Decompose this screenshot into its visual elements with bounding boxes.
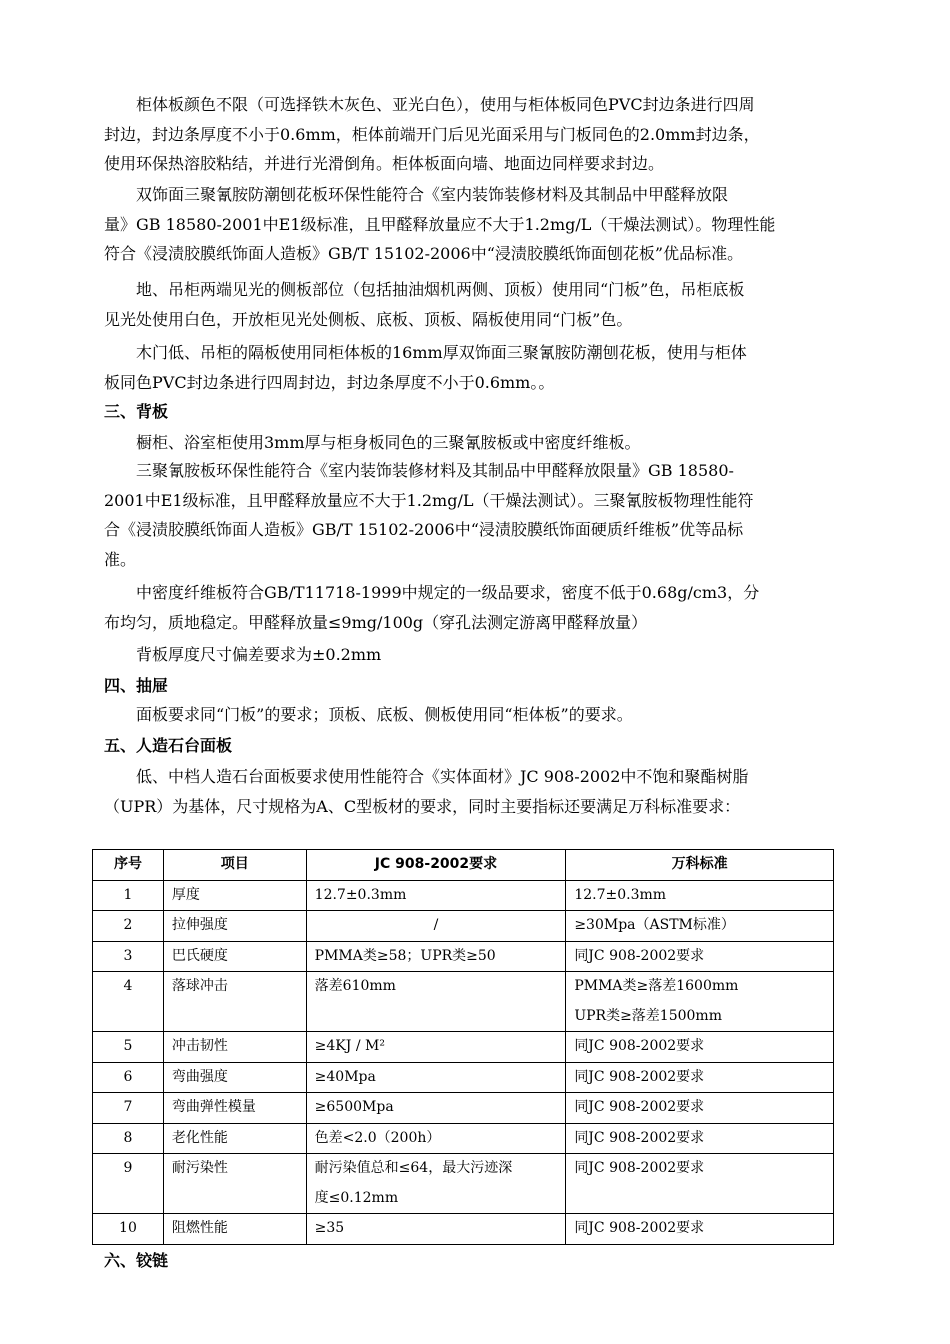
header-cell-item: 项目 <box>163 850 306 881</box>
cell-no: 2 <box>93 911 164 942</box>
text-line: 低、中档人造石台面板要求使用性能符合《实体面材》JC 908-2002中不饱和聚酯树脂 <box>104 767 749 786</box>
table-row <box>93 941 834 972</box>
text-line: 量》GB 18580-2001中E1级标准，且甲醛释放量应不大于1.2mg/L（干燥法测试）。物理性能 <box>104 214 776 234</box>
cell-jc: ≥4KJ / M² <box>306 1032 566 1063</box>
cell-vanke <box>566 972 834 1032</box>
text-line: 面板要求同“门板”的要求；顶板、底板、侧板使用同“柜体板”的要求。 <box>104 705 633 724</box>
cell-item: 弯曲弹性模量 <box>163 1093 306 1124</box>
cell-item: 阻燃性能 <box>163 1214 306 1245</box>
table-row <box>93 1214 834 1245</box>
paragraph-drawer-requirements <box>104 700 849 730</box>
cell-line: PMMA类≥落差1600mm <box>574 978 739 994</box>
text-line: 2001中E1级标准，且甲醛释放量应不大于1.2mg/L（干燥法测试）。三聚氰胺板物理性能符 <box>104 490 754 510</box>
cell-jc: 色差<2.0（200h） <box>306 1123 566 1154</box>
paragraph-shelf-boards <box>104 338 849 397</box>
text-line: 木门低、吊柜的隔板使用同柜体板的16mm厚双饰面三聚氰胺防潮刨花板，使用与柜体 <box>104 343 747 362</box>
text-line: 布均匀，质地稳定。甲醛释放量≤9mg/100g（穿孔法测定游离甲醛释放量） <box>104 612 648 632</box>
cell-jc: ≥6500Mpa <box>306 1093 566 1124</box>
paragraph-side-panels <box>104 275 849 334</box>
cell-vanke: 同JC 908-2002要求 <box>566 1214 834 1245</box>
cell-item: 耐污染性 <box>163 1154 306 1214</box>
paragraph-melamine-standard <box>104 456 849 574</box>
text-line: 封边，封边条厚度不小于0.6mm，柜体前端开门后见光面采用与门板同色的2.0mm封边条， <box>104 124 760 144</box>
cell-line: 耐污染值总和≤64，最大污迹深 <box>314 1160 513 1176</box>
paragraph-particleboard-standard <box>104 180 849 269</box>
table-header-row <box>93 850 834 881</box>
cell-item: 拉伸强度 <box>163 911 306 942</box>
cell-no: 3 <box>93 941 164 972</box>
text-line: 橱柜、浴室柜使用3mm厚与柜身板同色的三聚氰胺板或中密度纤维板。 <box>104 433 641 452</box>
cell-no: 9 <box>93 1154 164 1214</box>
cell-no: 10 <box>93 1214 164 1245</box>
cell-jc: 12.7±0.3mm <box>306 880 566 911</box>
text-line: 柜体板颜色不限（可选择铁木灰色、亚光白色），使用与柜体板同色PVC封边条进行四周 <box>104 95 755 114</box>
text-line: 合《浸渍胶膜纸饰面人造板》GB/T 15102-2006中“浸渍胶膜纸饰面硬质纤维板”优等品标 <box>104 520 744 539</box>
paragraph-countertop-standard <box>104 762 849 821</box>
table-row <box>93 911 834 942</box>
cell-no: 4 <box>93 972 164 1032</box>
table-row <box>93 1093 834 1124</box>
cell-line: UPR类≥落差1500mm <box>574 1007 722 1024</box>
cell-no: 1 <box>93 880 164 911</box>
cell-item: 落球冲击 <box>163 972 306 1032</box>
text-line: 地、吊柜两端见光的侧板部位（包括抽油烟机两侧、顶板）使用同“门板”色，吊柜底板 <box>104 280 745 299</box>
cell-vanke: 同JC 908-2002要求 <box>566 941 834 972</box>
cell-item: 厚度 <box>163 880 306 911</box>
table-row <box>93 1154 834 1214</box>
cell-vanke: 同JC 908-2002要求 <box>566 1154 834 1214</box>
paragraph-cabinet-board-color <box>104 90 849 179</box>
cell-item: 巴氏硬度 <box>163 941 306 972</box>
cell-jc: 落差610mm <box>306 972 566 1032</box>
cell-no: 5 <box>93 1032 164 1063</box>
header-cell-no: 序号 <box>93 850 164 881</box>
text-line: 双饰面三聚氰胺防潮刨花板环保性能符合《室内装饰装修材料及其制品中甲醛释放限 <box>104 185 729 204</box>
paragraph-back-panel-material <box>104 428 849 458</box>
cell-no: 7 <box>93 1093 164 1124</box>
table-row <box>93 1032 834 1063</box>
cell-vanke: 同JC 908-2002要求 <box>566 1093 834 1124</box>
cell-line: 度≤0.12mm <box>314 1189 399 1206</box>
paragraph-mdf-standard <box>104 578 849 637</box>
cell-jc: PMMA类≥58；UPR类≥50 <box>306 941 566 972</box>
paragraph-thickness-tolerance <box>104 640 849 670</box>
cell-vanke: 12.7±0.3mm <box>566 880 834 911</box>
cell-item: 弯曲强度 <box>163 1062 306 1093</box>
cell-item: 冲击韧性 <box>163 1032 306 1063</box>
cell-vanke: ≥30Mpa（ASTM标准） <box>566 911 834 942</box>
text-line: 板同色PVC封边条进行四周封边，封边条厚度不小于0.6mm。。 <box>104 372 555 392</box>
table-row <box>93 880 834 911</box>
header-cell-vanke-standard: 万科标准 <box>566 850 834 881</box>
section-heading-countertop: 五、人造石台面板 <box>104 736 233 755</box>
cell-jc: / <box>306 911 566 942</box>
cell-jc <box>306 1154 566 1214</box>
cell-no: 6 <box>93 1062 164 1093</box>
cell-jc: ≥35 <box>306 1214 566 1245</box>
text-line: 背板厚度尺寸偏差要求为±0.2mm <box>104 645 382 664</box>
text-line: 三聚氰胺板环保性能符合《室内装饰装修材料及其制品中甲醛释放限量》GB 18580- <box>104 461 734 480</box>
text-line: 符合《浸渍胶膜纸饰面人造板》GB/T 15102-2006中“浸渍胶膜纸饰面刨花板”优品标准。 <box>104 244 744 263</box>
table-row <box>93 1123 834 1154</box>
cell-vanke: 同JC 908-2002要求 <box>566 1062 834 1093</box>
table-row <box>93 1062 834 1093</box>
section-heading-back-panel: 三、背板 <box>104 402 169 421</box>
cell-no: 8 <box>93 1123 164 1154</box>
cell-vanke: 同JC 908-2002要求 <box>566 1032 834 1063</box>
text-line: 中密度纤维板符合GB/T11718-1999中规定的一级品要求，密度不低于0.68g/cm3，分 <box>104 583 760 602</box>
text-line: 使用环保热溶胶粘结，并进行光滑倒角。柜体板面向墙、地面边同样要求封边。 <box>104 154 665 173</box>
cell-vanke: 同JC 908-2002要求 <box>566 1123 834 1154</box>
countertop-spec-table <box>92 849 834 1245</box>
header-cell-jc-requirement: JC 908-2002要求 <box>306 850 566 881</box>
cell-item: 老化性能 <box>163 1123 306 1154</box>
cell-jc: ≥40Mpa <box>306 1062 566 1093</box>
section-heading-drawer: 四、抽屉 <box>104 676 169 695</box>
text-line: 准。 <box>104 549 137 569</box>
text-line: （UPR）为基体，尺寸规格为A、C型板材的要求，同时主要指标还要满足万科标准要求： <box>104 796 741 816</box>
section-heading-hinge: 六、铰链 <box>104 1251 169 1270</box>
table-row <box>93 972 834 1032</box>
text-line: 见光处使用白色，开放柜见光处侧板、底板、顶板、隔板使用同“门板”色。 <box>104 309 633 329</box>
